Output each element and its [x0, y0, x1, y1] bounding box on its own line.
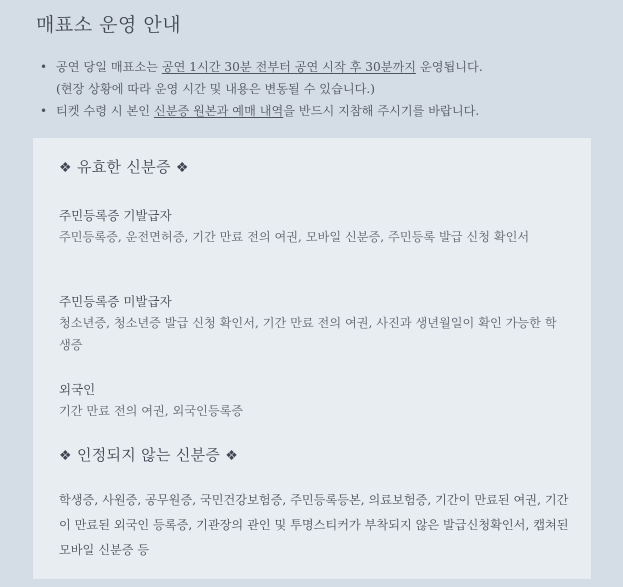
group-body-foreigner: 기간 만료 전의 여권, 외국인등록증	[59, 404, 244, 418]
valid-id-heading	[59, 156, 189, 177]
notice-id-highlight: 신분증 원본과 예매 내역	[153, 104, 284, 118]
group-title-foreigner: 외국인	[59, 382, 96, 397]
notice-hours-note: (현장 상황에 따라 운영 시간 및 내용은 변동될 수 있습니다.)	[56, 82, 376, 96]
group-title-registered: 주민등록증 기발급자	[59, 208, 172, 223]
group-title-unregistered: 주민등록증 미발급자	[59, 294, 172, 309]
notice-hours-suffix: 운영됩니다.	[416, 60, 483, 74]
diamond-ornament-icon: ❖	[59, 448, 72, 464]
bullet-icon: •	[40, 60, 48, 74]
notice-id-suffix: 을 반드시 지참해 주시기를 바랍니다.	[283, 104, 480, 118]
notice-id-prefix: 티켓 수령 시 본인	[56, 104, 154, 118]
invalid-id-heading	[59, 444, 238, 465]
diamond-ornament-icon: ❖	[225, 448, 239, 464]
invalid-id-title: 인정되지 않는 신분증	[76, 446, 221, 464]
valid-id-title: 유효한 신분증	[76, 158, 171, 176]
group-body-unregistered: 청소년증, 청소년증 발급 신청 확인서, 기간 만료 전의 여권, 사진과 생년월일이 확인 가능한 학생증	[59, 316, 557, 352]
notice-item-hours	[34, 56, 614, 100]
invalid-id-list: 학생증, 사원증, 공무원증, 국민건강보험증, 주민등록등본, 의료보험증, 기간이 만료된 여권, 기간이 만료된 외국인 등록증, 기관장의 관인 및 투명스티커가 부착되지 않은 발급신청확인서, 캡쳐된 모바일 신분증 등	[59, 493, 569, 557]
notice-hours-highlight: 공연 1시간 30분 전부터 공연 시작 후 30분까지	[161, 60, 417, 74]
notice-item-id	[34, 100, 614, 122]
page-title: 매표소 운영 안내	[36, 14, 182, 36]
notice-list	[34, 56, 614, 122]
diamond-ornament-icon: ❖	[59, 160, 72, 176]
notice-hours-prefix: 공연 당일 매표소는	[56, 60, 162, 74]
bullet-icon: •	[40, 104, 48, 118]
id-info-panel	[33, 138, 591, 579]
group-body-registered: 주민등록증, 운전면허증, 기간 만료 전의 여권, 모바일 신분증, 주민등록 발급 신청 확인서	[59, 230, 530, 244]
diamond-ornament-icon: ❖	[175, 160, 189, 176]
